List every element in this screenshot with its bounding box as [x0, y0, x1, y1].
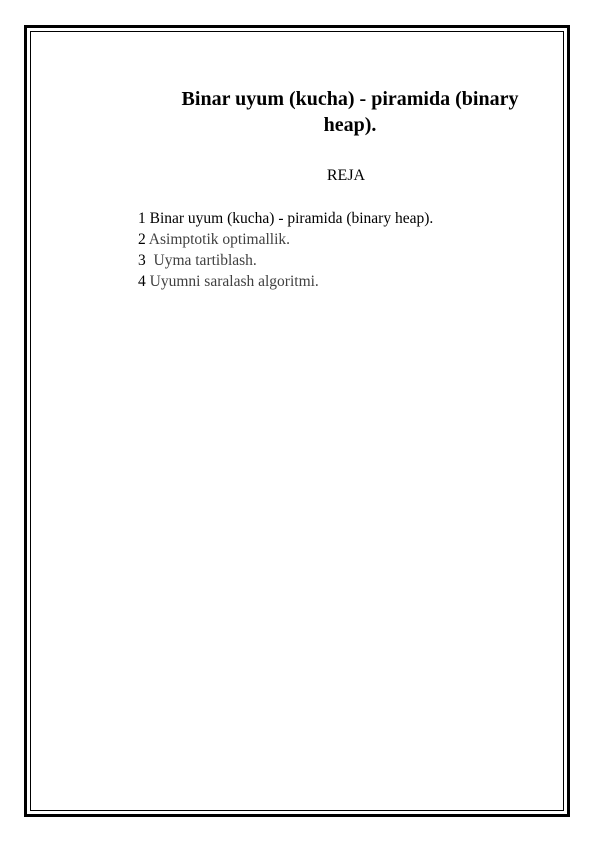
- page-border-inner: [30, 31, 564, 811]
- document-title: [150, 86, 550, 138]
- plan-item-text: Uyumni saralash algoritmi.: [149, 273, 319, 290]
- plan-item: [138, 229, 433, 250]
- plan-item: [138, 271, 433, 292]
- plan-item-number: 3: [138, 252, 146, 269]
- plan-heading: REJA: [326, 167, 366, 184]
- plan-item-text: Uyma tartiblash.: [149, 252, 257, 269]
- document-title-line-2: heap).: [323, 114, 377, 136]
- document-title-line-1: Binar uyum (kucha) - piramida (binary: [181, 88, 519, 110]
- plan-item-text: Binar uyum (kucha) - piramida (binary heap).: [149, 210, 434, 227]
- plan-item-number: 2: [138, 231, 146, 248]
- plan-item-number: 1: [138, 210, 146, 227]
- plan-item-text: Asimptotik optimallik.: [148, 231, 291, 248]
- plan-item: [138, 208, 433, 229]
- plan-item-number: 4: [138, 273, 146, 290]
- plan-list: [138, 208, 433, 292]
- plan-item: [138, 250, 433, 271]
